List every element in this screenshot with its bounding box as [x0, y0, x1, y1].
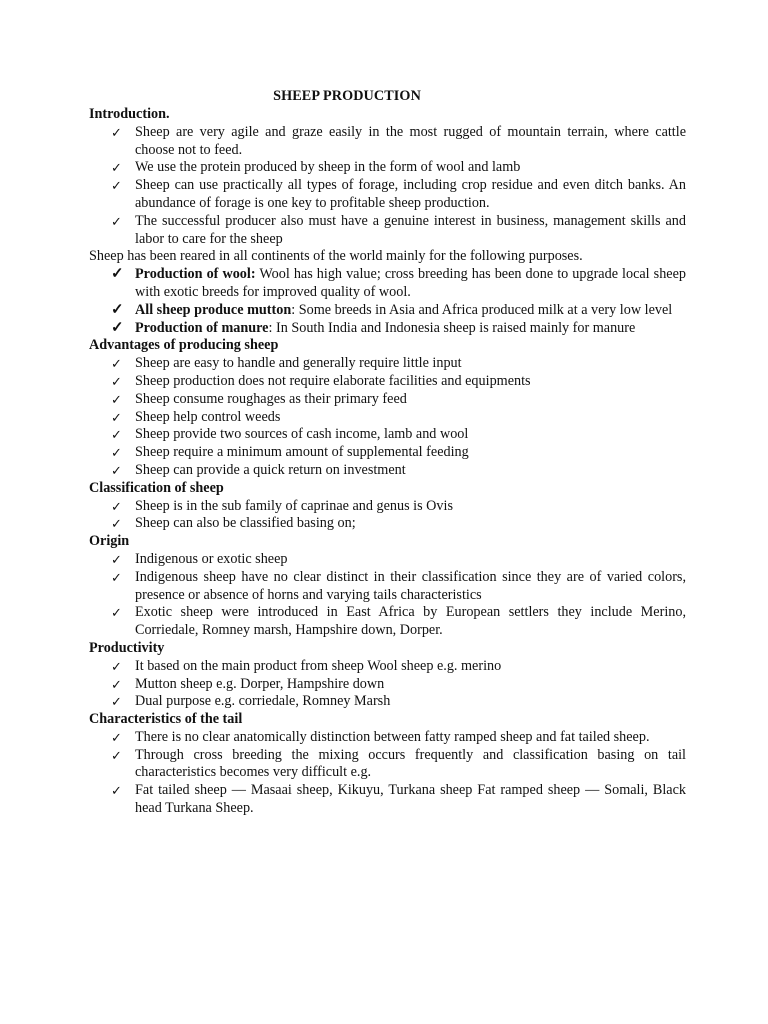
purposes-intro: Sheep has been reared in all continents of the world mainly for the following purposes. — [89, 248, 583, 265]
list-item: ✓ Dual purpose e.g. corriedale, Romney Marsh — [111, 693, 391, 710]
list-item: ✓ Sheep can provide a quick return on investment — [111, 461, 406, 478]
check-mark-icon: ✓ — [111, 319, 124, 336]
section-heading-origin: Origin — [89, 533, 130, 550]
list-item: ✓ Production of manure: In South India and Indonesia sheep is raised mainly for manure — [111, 319, 636, 336]
check-mark-icon: ✓ — [111, 694, 122, 710]
list-item: ✓ Through cross breeding the mixing occurs frequently and classification basing on tail characteristics becomes very difficult e.g. — [111, 746, 686, 781]
list-item: ✓ Sheep can also be classified basing on; — [111, 515, 356, 532]
list-item: ✓ Sheep are easy to handle and generally require little input — [111, 355, 462, 372]
list-item: ✓ Indigenous or exotic sheep — [111, 550, 288, 567]
check-mark-icon: ✓ — [111, 356, 122, 372]
page-title: SHEEP PRODUCTION — [273, 88, 421, 104]
productivity-list — [89, 658, 686, 711]
check-mark-icon: ✓ — [111, 427, 122, 443]
list-item: ✓ Sheep require a minimum amount of supplemental feeding — [111, 444, 469, 461]
check-mark-icon: ✓ — [111, 729, 122, 745]
list-item: ✓ Sheep are very agile and graze easily in the most rugged of mountain terrain, where cattle choose not to feed. — [111, 123, 686, 158]
check-mark-icon: ✓ — [111, 747, 122, 763]
advantages-list — [89, 355, 686, 480]
check-mark-icon: ✓ — [111, 178, 122, 194]
check-mark-icon: ✓ — [111, 516, 122, 532]
check-mark-icon: ✓ — [111, 301, 124, 318]
check-mark-icon: ✓ — [111, 605, 122, 621]
section-heading-productivity: Productivity — [89, 639, 165, 656]
list-item: ✓ The successful producer also must have a genuine interest in business, management skills and labor to care for the sheep — [111, 212, 686, 247]
document-body — [89, 106, 686, 818]
list-item: ✓ Indigenous sheep have no clear distinct in their classification since they are of varied colors, presence or absence of horns and varying tails characteristics — [111, 568, 686, 603]
section-heading-tail: Characteristics of the tail — [89, 711, 243, 728]
check-mark-icon: ✓ — [111, 445, 122, 461]
check-mark-icon: ✓ — [111, 266, 124, 283]
check-mark-icon: ✓ — [111, 676, 122, 692]
check-mark-icon: ✓ — [111, 498, 122, 514]
introduction-list — [89, 124, 686, 249]
list-item: ✓ Sheep provide two sources of cash income, lamb and wool — [111, 426, 469, 443]
classification-list — [89, 498, 686, 534]
check-mark-icon: ✓ — [111, 551, 122, 567]
list-item: ✓ Sheep can use practically all types of forage, including crop residue and even ditch banks. An abundance of forage is one key to profitable sheep production. — [111, 177, 686, 211]
section-heading-introduction: Introduction. — [89, 106, 170, 122]
list-item: ✓ Sheep production does not require elaborate facilities and equipments — [111, 372, 531, 389]
check-mark-icon: ✓ — [111, 462, 122, 478]
list-item: ✓ It based on the main product from sheep Wool sheep e.g. merino — [111, 657, 502, 674]
check-mark-icon: ✓ — [111, 373, 122, 389]
list-item: ✓ There is no clear anatomically distinction between fatty ramped sheep and fat tailed sheep. — [111, 728, 650, 745]
check-mark-icon: ✓ — [111, 409, 122, 425]
section-heading-advantages: Advantages of producing sheep — [89, 337, 279, 354]
check-mark-icon: ✓ — [111, 569, 122, 585]
list-item: ✓ Exotic sheep were introduced in East Africa by European settlers they include Merino, Corriedale, Romney marsh, Hampshire down, Dorper. — [111, 604, 686, 639]
tail-list — [89, 729, 686, 818]
list-item: ✓ All sheep produce mutton: Some breeds in Asia and Africa produced milk at a very low level — [111, 301, 673, 318]
check-mark-icon: ✓ — [111, 391, 122, 407]
check-mark-icon: ✓ — [111, 124, 122, 140]
list-item: ✓ Sheep is in the sub family of caprinae and genus is Ovis — [111, 497, 453, 514]
purposes-list — [89, 266, 686, 337]
list-item: ✓ Mutton sheep e.g. Dorper, Hampshire down — [111, 675, 385, 692]
list-item: ✓ Fat tailed sheep — Masaai sheep, Kikuyu, Turkana sheep Fat ramped sheep — Somali, Black head Turkana Sheep. — [111, 782, 686, 817]
origin-list — [89, 551, 686, 640]
check-mark-icon: ✓ — [111, 160, 122, 176]
list-item: ✓ We use the protein produced by sheep in the form of wool and lamb — [111, 159, 521, 176]
check-mark-icon: ✓ — [111, 213, 122, 229]
list-item: ✓ Sheep help control weeds — [111, 408, 281, 425]
section-heading-classification: Classification of sheep — [89, 479, 224, 496]
check-mark-icon: ✓ — [111, 658, 122, 674]
list-item: ✓ Production of wool: Wool has high value; cross breeding has been done to upgrade local sheep with exotic breeds for improved quality of wool. — [111, 266, 686, 300]
check-mark-icon: ✓ — [111, 783, 122, 799]
list-item: ✓ Sheep consume roughages as their primary feed — [111, 390, 407, 407]
